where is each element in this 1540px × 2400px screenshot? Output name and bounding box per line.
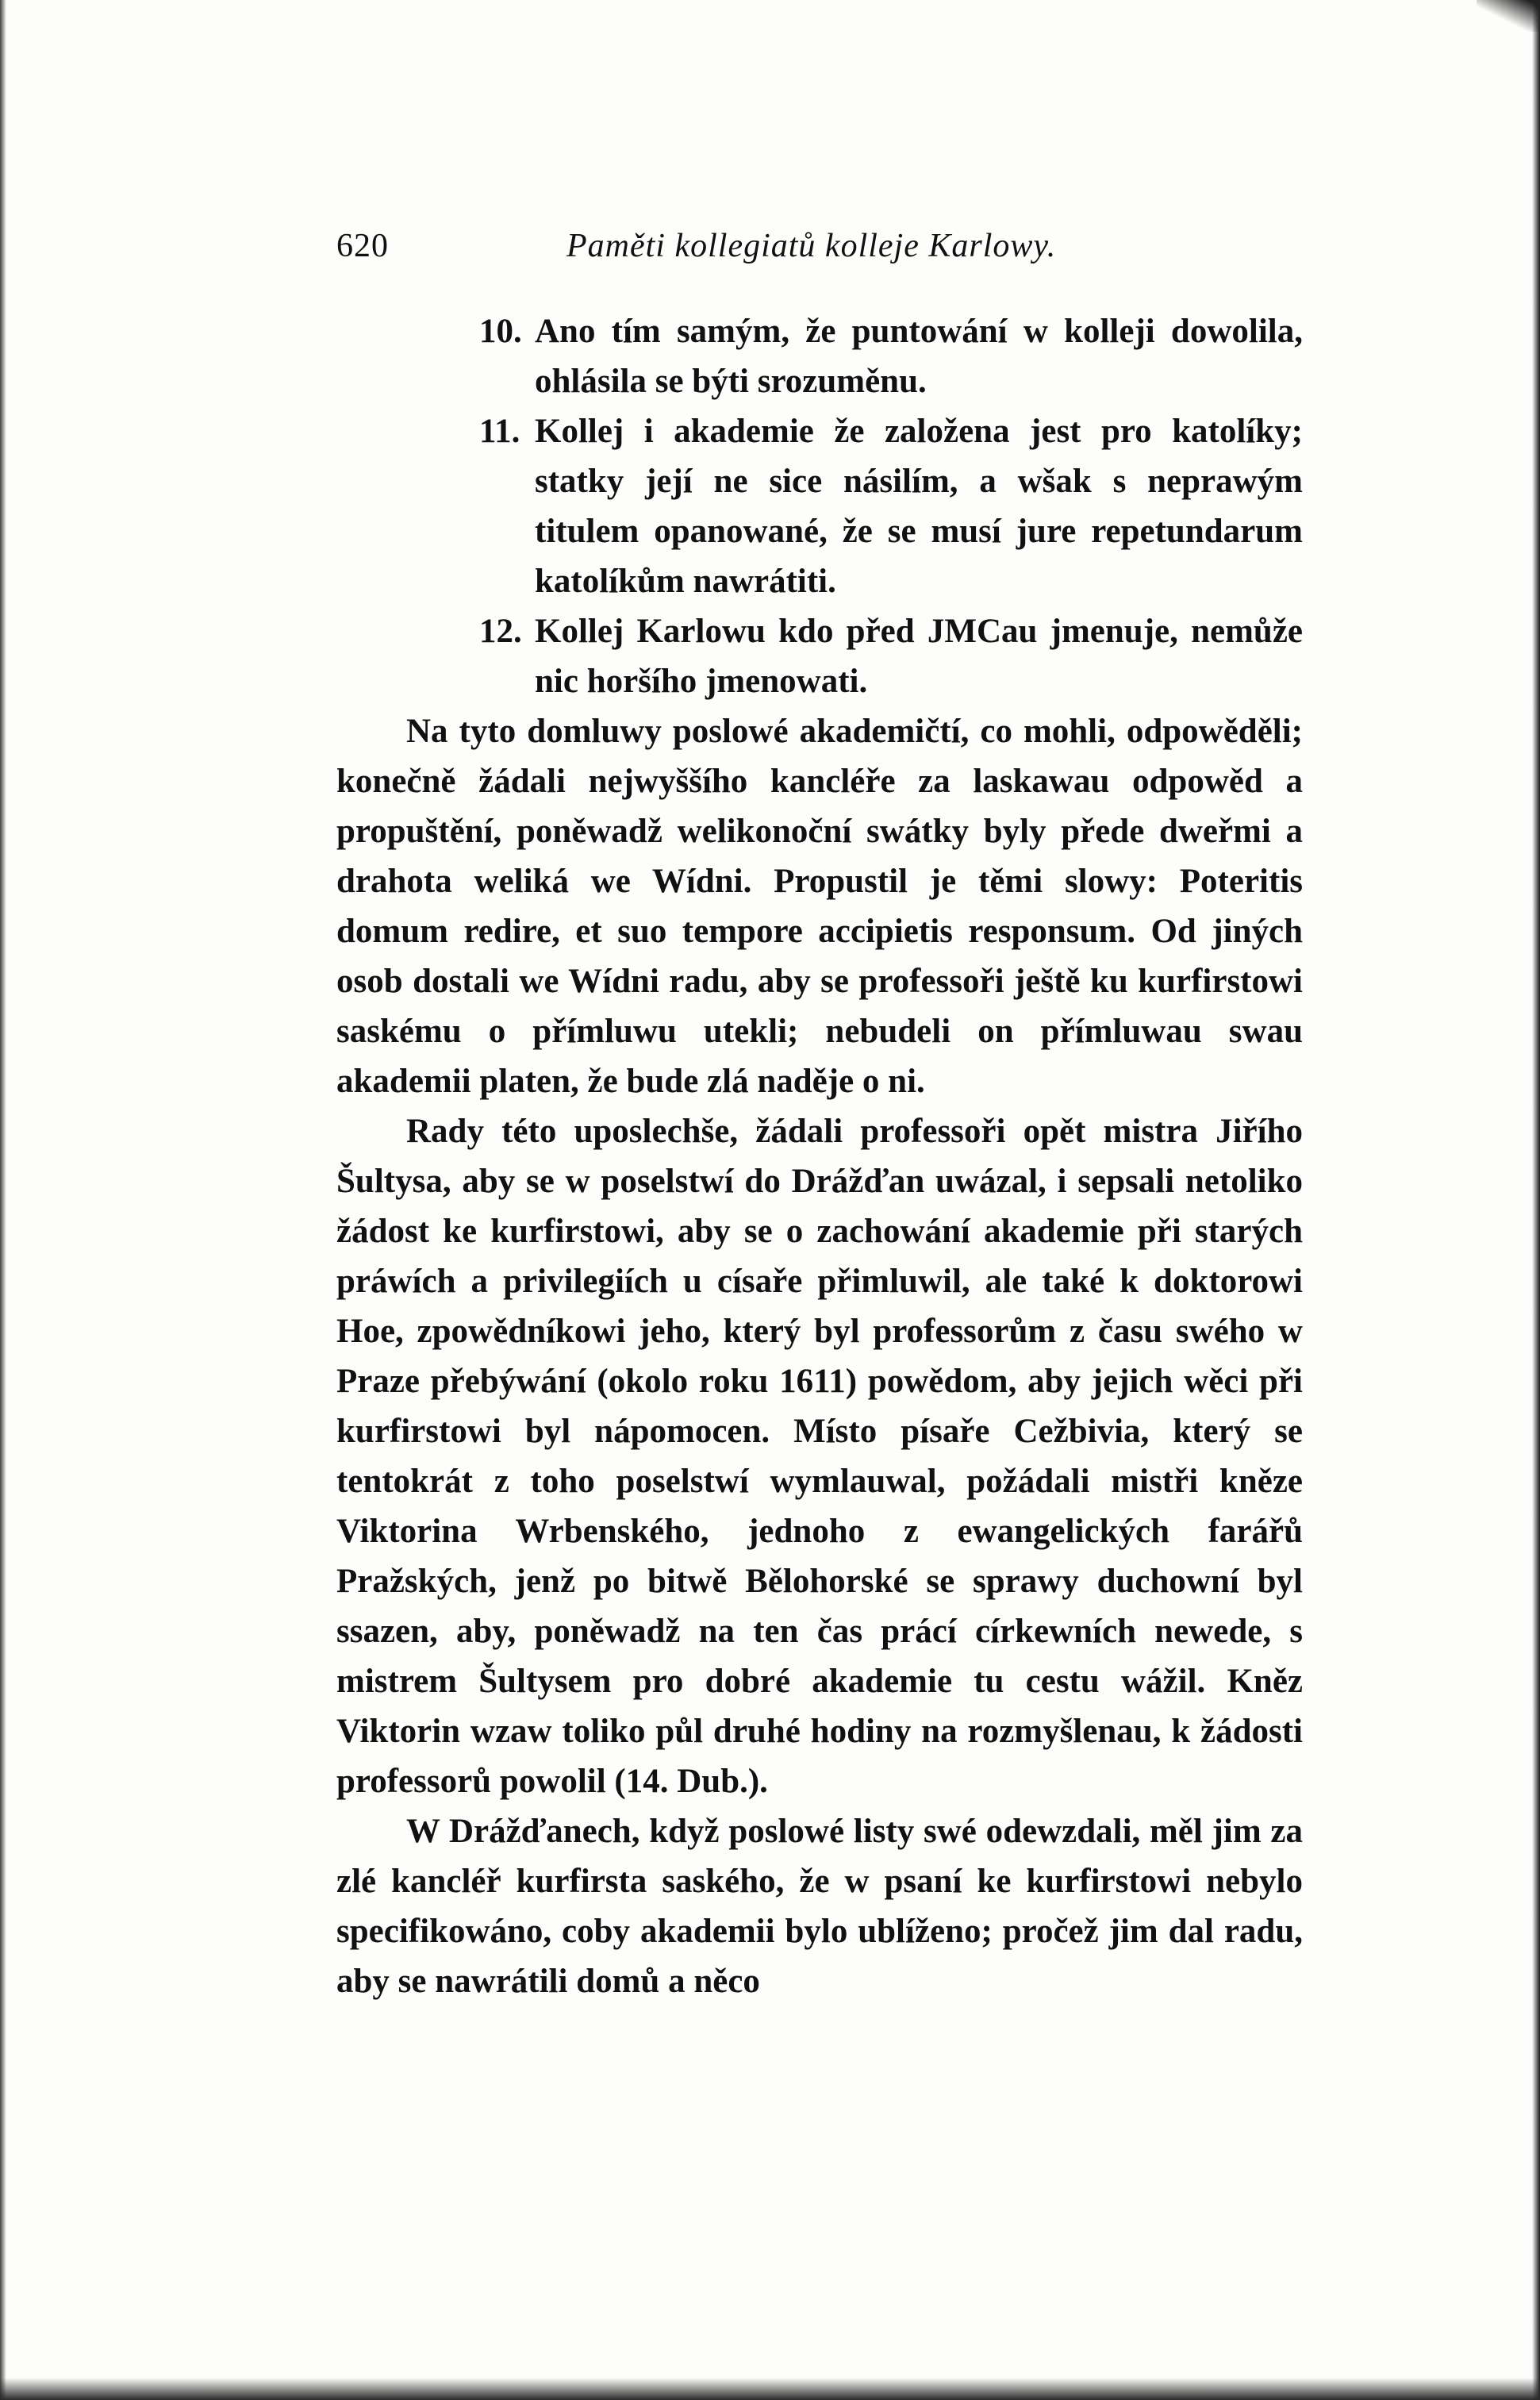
scan-edge-right [1532, 0, 1540, 2400]
list-item-text: Ano tím samým, že puntowání w kolleji dowolila, ohlásila se býti srozuměnu. [535, 313, 1303, 400]
running-title: Paměti kollegiatů kolleje Karlowy. [566, 228, 1057, 264]
page-header [336, 227, 1328, 283]
paragraph: Na tyto domluwy poslowé akademičtí, co mohli, odpowěděli; konečně žádali nejwyššího kancléře za laskawau odpowěd a propuštění, poněwadž welikonoční swátky byly přede dweřmi a drahota weliká we Wídni. Propustil je těmi slowy: Poteritis domum redire, et suo tempore accipietis responsum. Od jiných osob dostali we Wídni radu, aby se professoři ještě ku kurfirstowi saskému o přímluwu utekli; nebudeli on přímluwau swau akademii platen, že bude zlá naděje o ni. [336, 713, 1303, 1100]
scan-edge-left [0, 0, 6, 2400]
list-item [336, 406, 1303, 606]
page-number: 620 [336, 228, 389, 264]
list-item [336, 606, 1303, 706]
list-item-text: Kollej i akademie že založena jest pro katolíky; statky její ne sice násilím, a wšak s neprawým titulem opanowané, že se musí jure repetundarum katolíkům nawrátiti. [535, 413, 1303, 600]
page-body [336, 306, 1303, 2006]
list-item-number: 12. [479, 613, 522, 650]
paragraph: W Drážďanech, když poslowé listy swé odewzdali, měl jim za zlé kancléř kurfirsta saského, že w psaní ke kurfirstowi nebylo specifikowáno, coby akademii bylo ublíženo; pročež jim dal radu, aby se nawrátili domů a něco [336, 1813, 1303, 2000]
list-item-text: Kollej Karlowu kdo před JMCau jmenuje, nemůže nic horšího jmenowati. [535, 613, 1303, 700]
scan-edge-bottom [0, 2378, 1540, 2400]
paragraph: Rady této uposlechše, žádali professoři opět mistra Jiřího Šultysa, aby se w poselstwí do Drážďan uwázal, i sepsali netoliko žádost ke kurfirstowi, aby se o zachowání akademie při starých práwích a privilegiích u císaře přimluwil, ale také k doktorowi Hoe, zpowědníkowi jeho, který byl professorům z času swého w Praze přebýwání (okolo roku 1611) powědom, aby jejich wěci při kurfirstowi byl nápomocen. Místo písaře Cežbivia, který se tentokrát z toho poselstwí wymlauwal, požádali mistři kněze Viktorina Wrbenského, jednoho z ewangelických farářů Pražských, jenž po bitwě Bělohorské se sprawy duchowní byl ssazen, aby, poněwadž na ten čas prácí církewních newede, s mistrem Šultysem pro dobré akademie tu cestu wážil. Kněz Viktorin wzaw toliko půl druhé hodiny na rozmyšlenau, k žádosti professorů powolil (14. Dub.). [336, 1113, 1303, 1800]
list-item-number: 11. [479, 413, 520, 450]
list-item-number: 10. [479, 313, 522, 350]
list-item [336, 306, 1303, 406]
scan-corner-shadow [1477, 0, 1540, 32]
